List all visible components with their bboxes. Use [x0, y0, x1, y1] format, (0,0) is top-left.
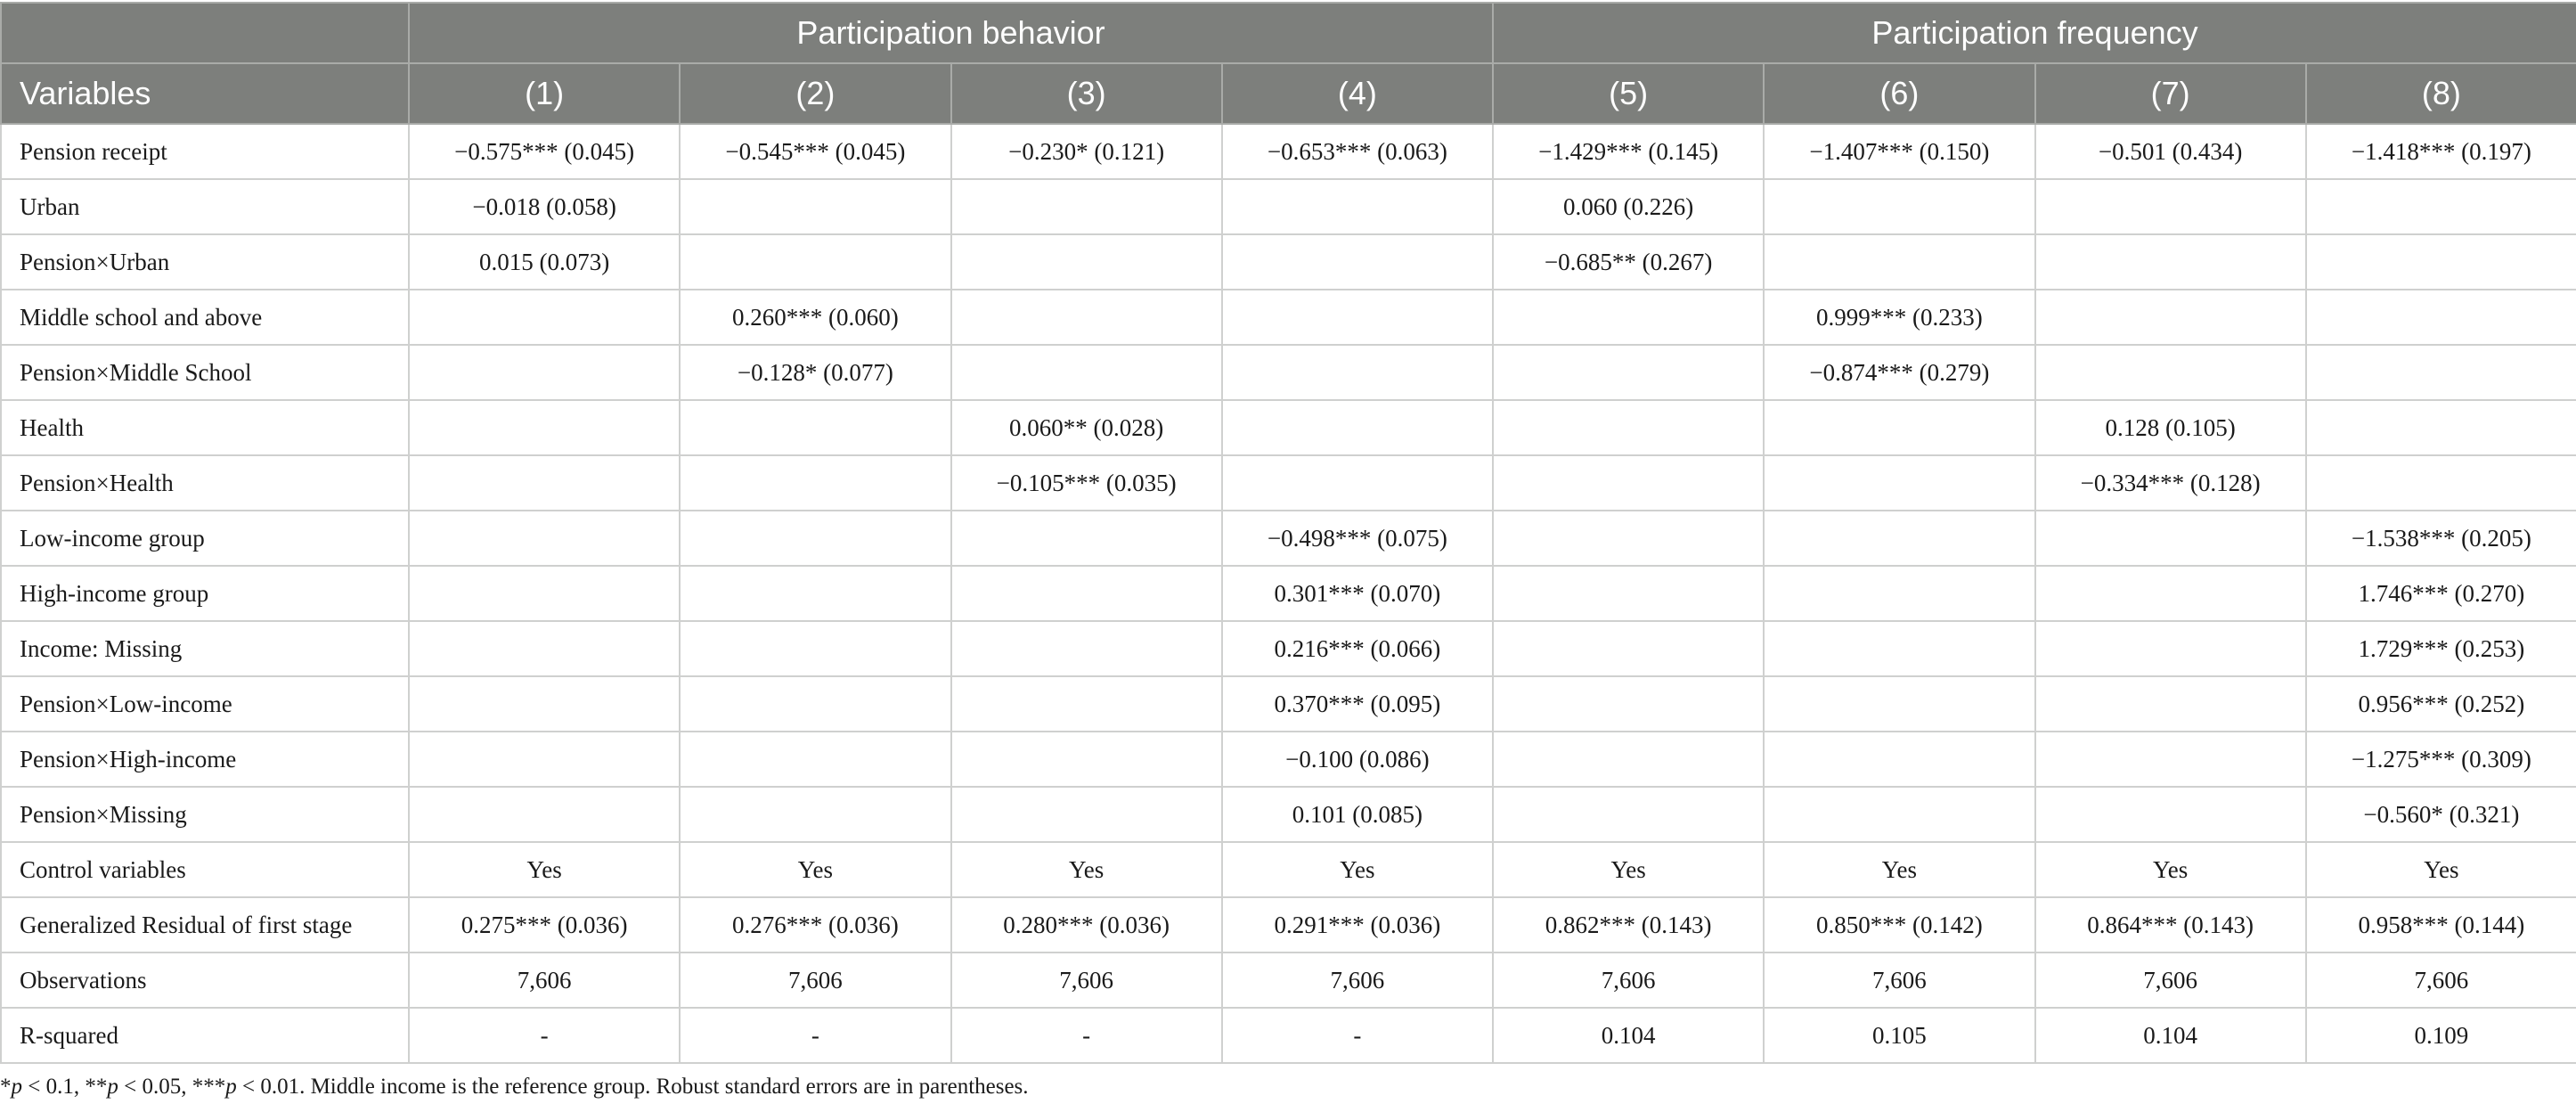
- table-cell: [1222, 345, 1493, 400]
- table-cell: [1493, 676, 1764, 732]
- table-cell: −0.334*** (0.128): [2035, 455, 2306, 511]
- table-cell: 0.216*** (0.066): [1222, 621, 1493, 676]
- table-cell: Yes: [2306, 842, 2576, 897]
- row-label: Pension×Missing: [1, 787, 409, 842]
- table-cell: 0.280*** (0.036): [951, 897, 1222, 953]
- row-label: Health: [1, 400, 409, 455]
- table-cell: 0.015 (0.073): [409, 234, 680, 290]
- table-cell: [951, 179, 1222, 234]
- table-row: [1, 290, 2576, 345]
- table-row: [1, 179, 2576, 234]
- table-cell: [409, 676, 680, 732]
- table-cell: 0.060 (0.226): [1493, 179, 1764, 234]
- table-cell: [680, 511, 950, 566]
- table-cell: [1764, 234, 2034, 290]
- table-row: [1, 953, 2576, 1008]
- table-cell: 0.101 (0.085): [1222, 787, 1493, 842]
- table-cell: Yes: [1493, 842, 1764, 897]
- table-cell: [1493, 732, 1764, 787]
- table-cell: 0.958*** (0.144): [2306, 897, 2576, 953]
- row-label: Pension×High-income: [1, 732, 409, 787]
- table-cell: −0.545*** (0.045): [680, 124, 950, 179]
- footnote-text-2: < 0.05,: [118, 1075, 192, 1099]
- table-cell: Yes: [680, 842, 950, 897]
- footnote-p-3: p: [225, 1075, 237, 1099]
- column-header-8: (8): [2306, 63, 2576, 124]
- row-label: Control variables: [1, 842, 409, 897]
- table-cell: [1493, 455, 1764, 511]
- table-cell: [409, 621, 680, 676]
- table-cell: [2035, 732, 2306, 787]
- table-cell: [1493, 290, 1764, 345]
- table-cell: −0.230* (0.121): [951, 124, 1222, 179]
- table-cell: 0.864*** (0.143): [2035, 897, 2306, 953]
- row-label: High-income group: [1, 566, 409, 621]
- table-cell: [1764, 566, 2034, 621]
- table-cell: [951, 787, 1222, 842]
- table-cell: −0.685** (0.267): [1493, 234, 1764, 290]
- table-cell: [680, 400, 950, 455]
- table-cell: [1222, 290, 1493, 345]
- table-cell: 1.729*** (0.253): [2306, 621, 2576, 676]
- table-cell: 0.275*** (0.036): [409, 897, 680, 953]
- table-cell: 1.746*** (0.270): [2306, 566, 2576, 621]
- table-cell: 0.999*** (0.233): [1764, 290, 2034, 345]
- table-cell: −1.418*** (0.197): [2306, 124, 2576, 179]
- column-header-3: (3): [951, 63, 1222, 124]
- table-row: [1, 234, 2576, 290]
- table-cell: [680, 621, 950, 676]
- table-cell: [2035, 566, 2306, 621]
- footnote-p-1: p: [11, 1075, 22, 1099]
- table-cell: [2035, 179, 2306, 234]
- group-header-participation-frequency: Participation frequency: [1493, 3, 2576, 63]
- row-label: Income: Missing: [1, 621, 409, 676]
- table-cell: [951, 621, 1222, 676]
- table-cell: [2306, 400, 2576, 455]
- column-header-6: (6): [1764, 63, 2034, 124]
- table-cell: −0.560* (0.321): [2306, 787, 2576, 842]
- table-cell: [409, 566, 680, 621]
- table-cell: [1493, 511, 1764, 566]
- table-cell: [1493, 787, 1764, 842]
- table-cell: [951, 732, 1222, 787]
- table-cell: −1.275*** (0.309): [2306, 732, 2576, 787]
- table-cell: 7,606: [1222, 953, 1493, 1008]
- column-header-7: (7): [2035, 63, 2306, 124]
- table-cell: 7,606: [2306, 953, 2576, 1008]
- table-cell: [951, 566, 1222, 621]
- table-cell: [2035, 676, 2306, 732]
- table-cell: 7,606: [951, 953, 1222, 1008]
- table-cell: -: [680, 1008, 950, 1063]
- table-cell: -: [409, 1008, 680, 1063]
- table-cell: [1764, 621, 2034, 676]
- table-cell: −0.498*** (0.075): [1222, 511, 1493, 566]
- table-cell: 0.291*** (0.036): [1222, 897, 1493, 953]
- table-cell: [1493, 400, 1764, 455]
- table-row: [1, 455, 2576, 511]
- table-row: [1, 842, 2576, 897]
- table-cell: [2035, 234, 2306, 290]
- table-cell: −0.501 (0.434): [2035, 124, 2306, 179]
- row-label: Pension×Health: [1, 455, 409, 511]
- table-cell: 7,606: [680, 953, 950, 1008]
- table-footnote: [0, 1075, 1029, 1100]
- table-cell: 0.105: [1764, 1008, 2034, 1063]
- column-header-4: (4): [1222, 63, 1493, 124]
- row-label: R-squared: [1, 1008, 409, 1063]
- table-cell: [2306, 234, 2576, 290]
- footnote-text-1: < 0.1,: [22, 1075, 86, 1099]
- table-cell: [409, 732, 680, 787]
- table-cell: [1222, 179, 1493, 234]
- table-cell: [951, 676, 1222, 732]
- table-cell: [2306, 179, 2576, 234]
- table-cell: [1493, 566, 1764, 621]
- table-cell: [2035, 345, 2306, 400]
- table-cell: 0.862*** (0.143): [1493, 897, 1764, 953]
- table-cell: [1764, 400, 2034, 455]
- table-cell: Yes: [2035, 842, 2306, 897]
- table-cell: −1.407*** (0.150): [1764, 124, 2034, 179]
- table-cell: [680, 179, 950, 234]
- table-cell: [409, 345, 680, 400]
- table-cell: 0.060** (0.028): [951, 400, 1222, 455]
- table-cell: -: [951, 1008, 1222, 1063]
- table-cell: Yes: [409, 842, 680, 897]
- table-cell: [409, 787, 680, 842]
- column-group-header-row: [1, 3, 2576, 63]
- table-row: [1, 124, 2576, 179]
- regression-results-table: [0, 2, 2576, 1064]
- table-cell: Yes: [1764, 842, 2034, 897]
- table-cell: −1.538*** (0.205): [2306, 511, 2576, 566]
- table-cell: −0.874*** (0.279): [1764, 345, 2034, 400]
- table-body: [1, 124, 2576, 1063]
- column-header-1: (1): [409, 63, 680, 124]
- table-cell: [1764, 179, 2034, 234]
- table-cell: Yes: [1222, 842, 1493, 897]
- table-row: [1, 621, 2576, 676]
- table-cell: [951, 290, 1222, 345]
- group-header-blank: [1, 3, 409, 63]
- table-row: [1, 787, 2576, 842]
- table-cell: [951, 234, 1222, 290]
- table-cell: [1493, 345, 1764, 400]
- table-cell: −0.100 (0.086): [1222, 732, 1493, 787]
- table-cell: [1764, 787, 2034, 842]
- row-label: Middle school and above: [1, 290, 409, 345]
- table-cell: 0.128 (0.105): [2035, 400, 2306, 455]
- table-cell: [1764, 732, 2034, 787]
- table-cell: 7,606: [409, 953, 680, 1008]
- table-cell: [680, 676, 950, 732]
- table-cell: 7,606: [1493, 953, 1764, 1008]
- table-cell: [680, 787, 950, 842]
- footnote-sym-2: **: [85, 1075, 108, 1099]
- table-cell: [2035, 511, 2306, 566]
- table-cell: 0.301*** (0.070): [1222, 566, 1493, 621]
- table-cell: −0.653*** (0.063): [1222, 124, 1493, 179]
- table-row: [1, 732, 2576, 787]
- table-cell: 0.850*** (0.142): [1764, 897, 2034, 953]
- table-cell: −0.575*** (0.045): [409, 124, 680, 179]
- row-label: Pension×Low-income: [1, 676, 409, 732]
- row-label: Pension×Urban: [1, 234, 409, 290]
- table-cell: [1764, 455, 2034, 511]
- table-cell: [951, 511, 1222, 566]
- table-cell: [409, 455, 680, 511]
- table-cell: [2306, 455, 2576, 511]
- row-label: Pension receipt: [1, 124, 409, 179]
- table-cell: [1222, 400, 1493, 455]
- table-cell: [409, 290, 680, 345]
- column-header-5: (5): [1493, 63, 1764, 124]
- table-row: [1, 511, 2576, 566]
- table-cell: −0.128* (0.077): [680, 345, 950, 400]
- table-cell: [2306, 345, 2576, 400]
- table-cell: [1222, 455, 1493, 511]
- column-header-2: (2): [680, 63, 950, 124]
- footnote-p-2: p: [107, 1075, 118, 1099]
- footnote-sym-1: *: [0, 1075, 12, 1099]
- row-label: Observations: [1, 953, 409, 1008]
- table-cell: [680, 455, 950, 511]
- table-cell: [2306, 290, 2576, 345]
- column-header-variables: Variables: [1, 63, 409, 124]
- table-row: [1, 566, 2576, 621]
- table-cell: 0.260*** (0.060): [680, 290, 950, 345]
- table-cell: [409, 511, 680, 566]
- table-cell: -: [1222, 1008, 1493, 1063]
- table-cell: [1764, 511, 2034, 566]
- table-row: [1, 676, 2576, 732]
- table-cell: 0.104: [2035, 1008, 2306, 1063]
- table-cell: 7,606: [2035, 953, 2306, 1008]
- table-cell: 0.104: [1493, 1008, 1764, 1063]
- table-cell: [2035, 290, 2306, 345]
- table-cell: −1.429*** (0.145): [1493, 124, 1764, 179]
- table-row: [1, 897, 2576, 953]
- table-cell: −0.105*** (0.035): [951, 455, 1222, 511]
- table-cell: −0.018 (0.058): [409, 179, 680, 234]
- row-label: Pension×Middle School: [1, 345, 409, 400]
- table-cell: 0.109: [2306, 1008, 2576, 1063]
- footnote-text-3: < 0.01. Middle income is the reference group. Robust standard errors are in parentheses.: [236, 1075, 1029, 1099]
- table-cell: [409, 400, 680, 455]
- table-cell: [680, 234, 950, 290]
- table-cell: 0.276*** (0.036): [680, 897, 950, 953]
- footnote-sym-3: ***: [192, 1075, 226, 1099]
- table-cell: 0.370*** (0.095): [1222, 676, 1493, 732]
- table-cell: 0.956*** (0.252): [2306, 676, 2576, 732]
- table-cell: [1764, 676, 2034, 732]
- table-cell: [1222, 234, 1493, 290]
- row-label: Low-income group: [1, 511, 409, 566]
- table-cell: [951, 345, 1222, 400]
- row-label: Urban: [1, 179, 409, 234]
- table-cell: Yes: [951, 842, 1222, 897]
- row-label: Generalized Residual of first stage: [1, 897, 409, 953]
- table-row: [1, 1008, 2576, 1063]
- column-header-row: [1, 63, 2576, 124]
- group-header-participation-behavior: Participation behavior: [409, 3, 1493, 63]
- table-row: [1, 400, 2576, 455]
- table-row: [1, 345, 2576, 400]
- table-cell: [680, 732, 950, 787]
- table-cell: [1493, 621, 1764, 676]
- table-cell: [680, 566, 950, 621]
- table-cell: [2035, 787, 2306, 842]
- table-cell: [2035, 621, 2306, 676]
- table-cell: 7,606: [1764, 953, 2034, 1008]
